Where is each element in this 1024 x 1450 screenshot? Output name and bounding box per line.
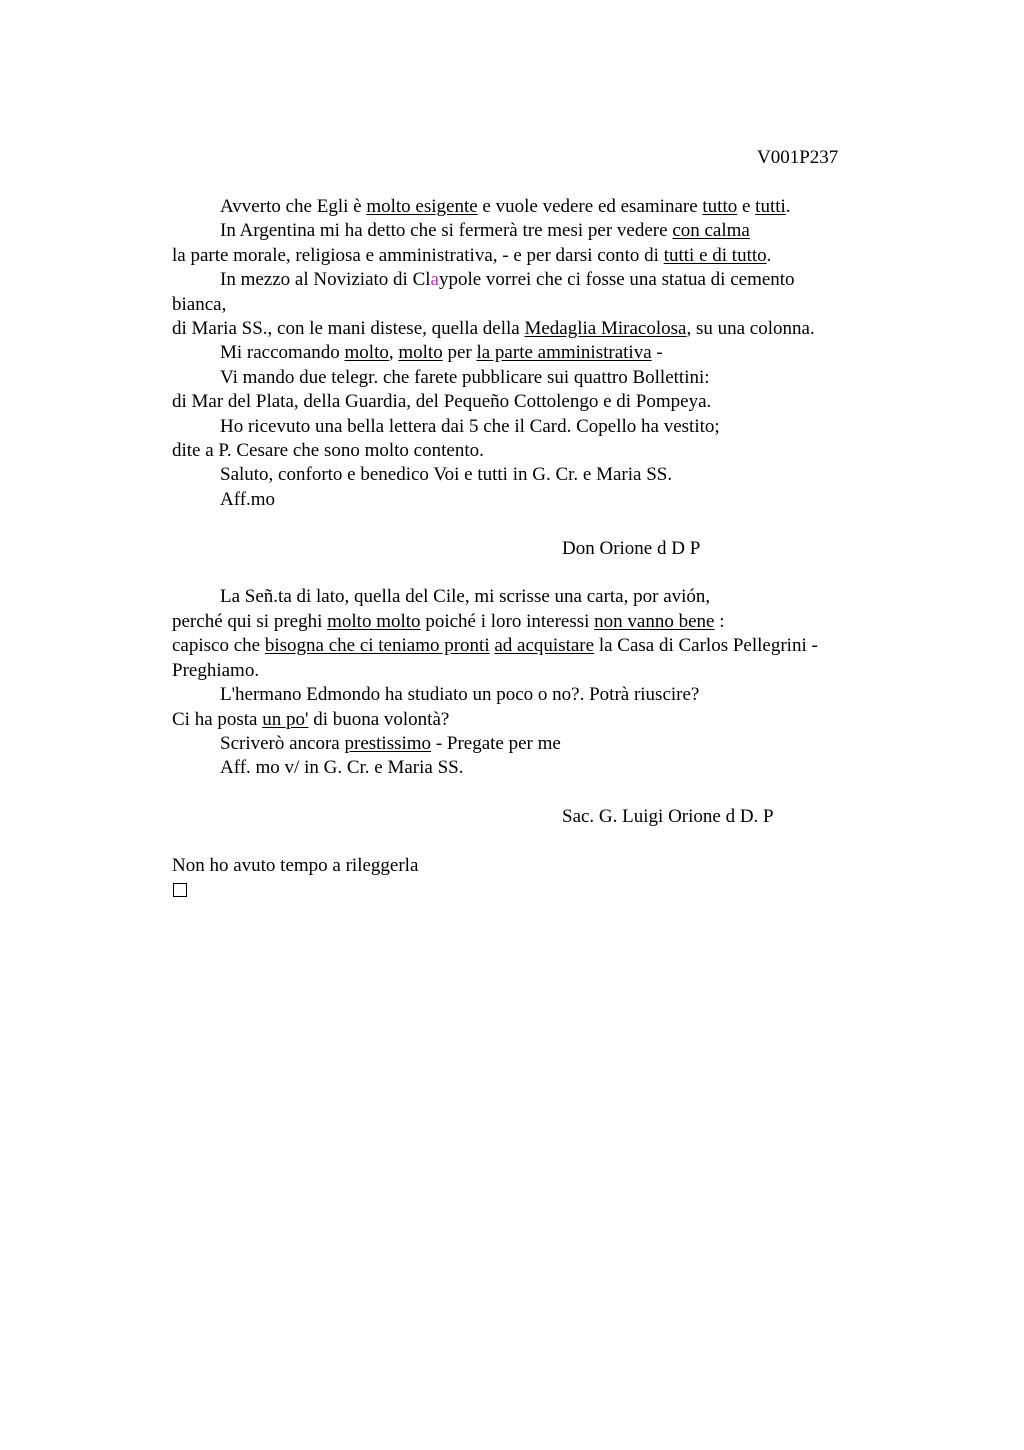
text-span: Ci ha posta bbox=[172, 708, 263, 730]
underlined-text: molto bbox=[398, 342, 443, 364]
text-span: In Argentina mi ha detto che si fermerà tre mesi per vedere bbox=[220, 220, 673, 242]
checkbox-line bbox=[172, 878, 892, 902]
text-span: per bbox=[442, 342, 477, 364]
text-line-11: dite a P. Cesare che sono molto contento. bbox=[172, 440, 484, 462]
underlined-text: bisogna che ci teniamo pronti bbox=[264, 635, 490, 657]
blank-line bbox=[172, 781, 892, 805]
text-span: , bbox=[388, 342, 399, 364]
underlined-text: Medaglia Miracolosa bbox=[524, 318, 687, 340]
underlined-text: ad acquistare bbox=[494, 635, 595, 657]
blank-line bbox=[172, 561, 892, 585]
text-line-21: Aff. mo v/ in G. Cr. e Maria SS. bbox=[220, 757, 464, 779]
text-span: la Casa di Carlos Pellegrini - bbox=[594, 635, 818, 657]
text-line-17: Preghiamo. bbox=[172, 659, 260, 681]
underlined-text: prestissimo bbox=[344, 732, 432, 754]
text-span: la parte morale, religiosa e amministrativa, - e per darsi conto di bbox=[172, 244, 664, 266]
text-span: poiché i loro interessi bbox=[420, 610, 595, 632]
text-line-2 bbox=[172, 219, 892, 243]
text-span: e bbox=[737, 196, 756, 217]
text-span: e vuole vedere ed esaminare bbox=[477, 196, 703, 217]
underlined-text: molto bbox=[344, 342, 389, 364]
text-line-4 bbox=[172, 268, 892, 292]
text-line-15 bbox=[172, 610, 892, 634]
text-span: capisco che bbox=[172, 635, 265, 657]
underlined-text: un po' bbox=[262, 708, 309, 730]
blank-line bbox=[172, 830, 892, 854]
text-span: di buona volontà? bbox=[308, 708, 450, 730]
text-span: - Pregate per me bbox=[431, 732, 561, 754]
signature-1: Don Orione d D P bbox=[562, 537, 701, 559]
underlined-text: tutti bbox=[755, 196, 786, 217]
text-line-16 bbox=[172, 634, 892, 658]
text-line-19 bbox=[172, 708, 892, 732]
text-line-1 bbox=[172, 195, 892, 219]
underlined-text: non vanno bene bbox=[594, 610, 715, 632]
text-line-6 bbox=[172, 317, 892, 341]
document-reference: V001P237 bbox=[757, 147, 839, 168]
underlined-text: molto esigente bbox=[366, 196, 478, 217]
text-span: Scriverò ancora bbox=[220, 732, 345, 754]
text-line-13: Aff.mo bbox=[220, 488, 276, 510]
text-span: : bbox=[714, 610, 725, 632]
text-span: . bbox=[785, 196, 791, 217]
blank-line bbox=[172, 512, 892, 536]
text-span: ypole vorrei che ci fosse una statua di cemento bbox=[438, 269, 795, 291]
text-line-12: Saluto, conforto e benedico Voi e tutti in G. Cr. e Maria SS. bbox=[220, 464, 673, 486]
underlined-text: con calma bbox=[672, 220, 750, 242]
text-span: , su una colonna. bbox=[686, 318, 815, 340]
text-span: di Maria SS., con le mani distese, quella della bbox=[172, 318, 525, 340]
signature-2: Sac. G. Luigi Orione d D. P bbox=[562, 806, 774, 828]
text-line-3 bbox=[172, 244, 892, 268]
underlined-text: tutto bbox=[702, 196, 738, 217]
text-line-10: Ho ricevuto una bella lettera dai 5 che il Card. Copello ha vestito; bbox=[220, 415, 720, 437]
text-line-14: La Señ.ta di lato, quella del Cile, mi scrisse una carta, por avión, bbox=[220, 586, 711, 608]
text-span: perché qui si preghi bbox=[172, 610, 328, 632]
text-line-18: L'hermano Edmondo ha studiato un poco o no?. Potrà riuscire? bbox=[220, 684, 700, 706]
underlined-text: molto molto bbox=[327, 610, 421, 632]
text-line-20 bbox=[172, 732, 892, 756]
underlined-text: tutti e di tutto bbox=[663, 244, 767, 266]
text-span: - bbox=[651, 342, 663, 364]
text-span: In mezzo al Noviziato di Cl bbox=[220, 269, 431, 291]
text-line-9: di Mar del Plata, della Guardia, del Pequeño Cottolengo e di Pompeya. bbox=[172, 391, 712, 413]
checkbox-square-icon bbox=[173, 883, 187, 897]
highlighted-letter: a bbox=[430, 269, 439, 291]
text-span: . bbox=[766, 244, 772, 266]
text-line-8: Vi mando due telegr. che farete pubblicare sui quattro Bollettini: bbox=[220, 366, 710, 388]
underlined-text: la parte amministrativa bbox=[476, 342, 652, 364]
letter-body bbox=[172, 195, 892, 903]
text-span: Avverto che Egli è bbox=[220, 196, 367, 217]
text-line-7 bbox=[172, 341, 892, 365]
text-line-22: Non ho avuto tempo a rileggerla bbox=[172, 854, 419, 876]
text-span: Mi raccomando bbox=[220, 342, 345, 364]
text-line-5: bianca, bbox=[172, 293, 227, 315]
